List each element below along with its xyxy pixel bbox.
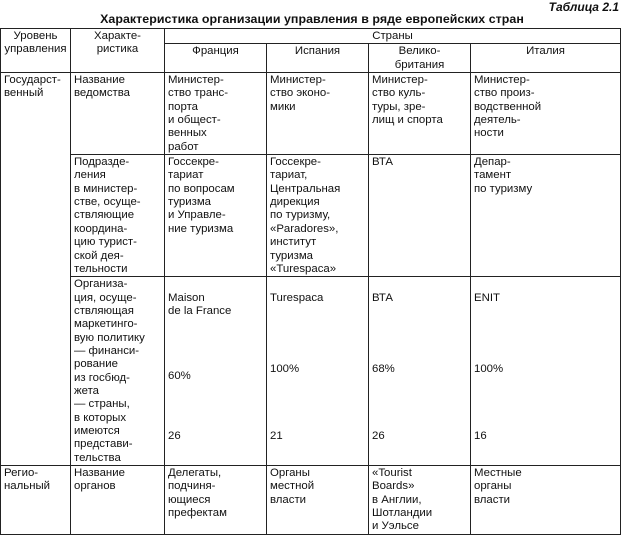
header-level: Уровень управления: [1, 29, 71, 73]
cell-uk: «Tourist Boards» в Англии, Шотландии и Уэльсе: [369, 466, 471, 535]
cell-france: Госсекре- тариат по вопросам туризма и Управле- ние туризма: [165, 155, 267, 277]
table-title: Характеристика организации управления в ряде европейских стран: [100, 12, 524, 26]
cell-level: Регио- нальный: [1, 466, 71, 535]
cell-spain: Органы местной власти: [267, 466, 369, 535]
header-uk: Велико- британия: [369, 44, 471, 73]
header-row-1: [1, 29, 621, 44]
table-row: [1, 73, 621, 155]
funding-value: 100%: [474, 362, 504, 375]
table-row: [1, 155, 621, 277]
cell-uk: [369, 277, 471, 466]
countries-count: 26: [372, 430, 385, 443]
countries-count: 21: [270, 430, 283, 443]
table-number: Таблица 2.1: [548, 0, 619, 14]
management-table: [0, 28, 621, 535]
cell-characteristic: Название ведомства: [71, 73, 165, 155]
header-france: Франция: [165, 44, 267, 73]
countries-count: 26: [168, 430, 181, 443]
org-name: ВТА: [372, 291, 394, 304]
cell-spain: Госсекре- тариат, Центральная дирекция по туризму, «Paradores», институт туризма «Turespaca»: [267, 155, 369, 277]
cell-level: Государст- венный: [1, 73, 71, 466]
cell-france: [165, 277, 267, 466]
countries-count: 16: [474, 430, 487, 443]
cell-uk: ВТА: [369, 155, 471, 277]
cell-france: Министер- ство транс- порта и общест- венных работ: [165, 73, 267, 155]
cell-italy: Местные органы власти: [471, 466, 621, 535]
header-characteristic: Характе- ристика: [71, 29, 165, 73]
header-spain: Испания: [267, 44, 369, 73]
table-row: [1, 466, 621, 535]
funding-value: 68%: [372, 362, 395, 375]
table-row: [1, 277, 621, 466]
cell-italy: [471, 277, 621, 466]
cell-spain: [267, 277, 369, 466]
cell-italy: Депар- тамент по туризму: [471, 155, 621, 277]
header-countries: Страны: [165, 29, 621, 44]
cell-italy: Министер- ство произ- водственной деятель- ности: [471, 73, 621, 155]
cell-characteristic: Организа- ция, осуще- ствляющая маркетинго- вую политику — финанси- рование из госбюд- жета — страны, в которых имеются представи- тельства: [71, 277, 165, 466]
header-italy: Италия: [471, 44, 621, 73]
org-name: Maison de la France: [168, 291, 232, 317]
org-name: ENIT: [474, 291, 500, 304]
org-name: Turespaca: [270, 291, 324, 304]
cell-characteristic: Название органов: [71, 466, 165, 535]
cell-uk: Министер- ство куль- туры, зре- лищ и спорта: [369, 73, 471, 155]
cell-france: Делегаты, подчиня- ющиеся префектам: [165, 466, 267, 535]
cell-characteristic: Подразде- ления в министер- стве, осуще- ствляющие координа- цию турист- ской дея- тельности: [71, 155, 165, 277]
funding-value: 60%: [168, 369, 191, 382]
cell-spain: Министер- ство эконо- мики: [267, 73, 369, 155]
funding-value: 100%: [270, 362, 300, 375]
